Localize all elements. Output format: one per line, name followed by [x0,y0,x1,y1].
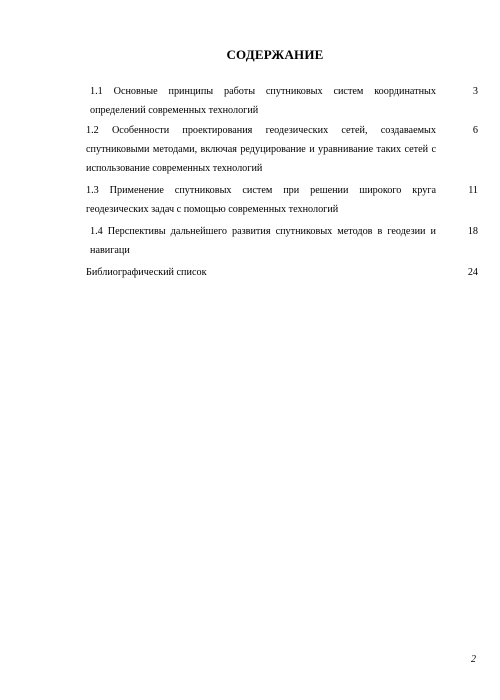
toc-entry-1-1[interactable] [86,82,478,120]
toc-entry-page: 18 [467,226,478,237]
toc-entry-1-2[interactable] [86,121,478,178]
page-number: 2 [471,654,476,665]
toc-entry-page: 3 [472,86,478,97]
toc-entry-text: Библиографический список [86,267,207,278]
toc-entry-text: 1.4 Перспективы дальнейшего развития спутниковых методов в геодезии и навигаци [90,226,436,256]
toc-entry-text: 1.3 Применение спутниковых систем при решении широкого круга геодезических задач с помощью современных технологий [86,185,436,215]
page-title: СОДЕРЖАНИЕ [226,47,324,62]
toc-entry-1-3[interactable] [86,181,478,219]
toc-entry-page: 24 [467,267,478,278]
toc-entry-text: 1.2 Особенности проектирования геодезических сетей, создаваемых спутниковыми методами, включая редуцирование и уравнивание таких сетей с использование современных технологий [86,125,436,174]
toc-entry-1-4[interactable] [86,222,478,260]
toc-entry-text: 1.1 Основные принципы работы спутниковых систем координатных определений современных технологий [90,86,436,116]
toc-entry-bibliography[interactable] [86,263,478,282]
toc-entry-page: 6 [472,125,478,136]
toc-entry-page: 11 [468,185,478,196]
